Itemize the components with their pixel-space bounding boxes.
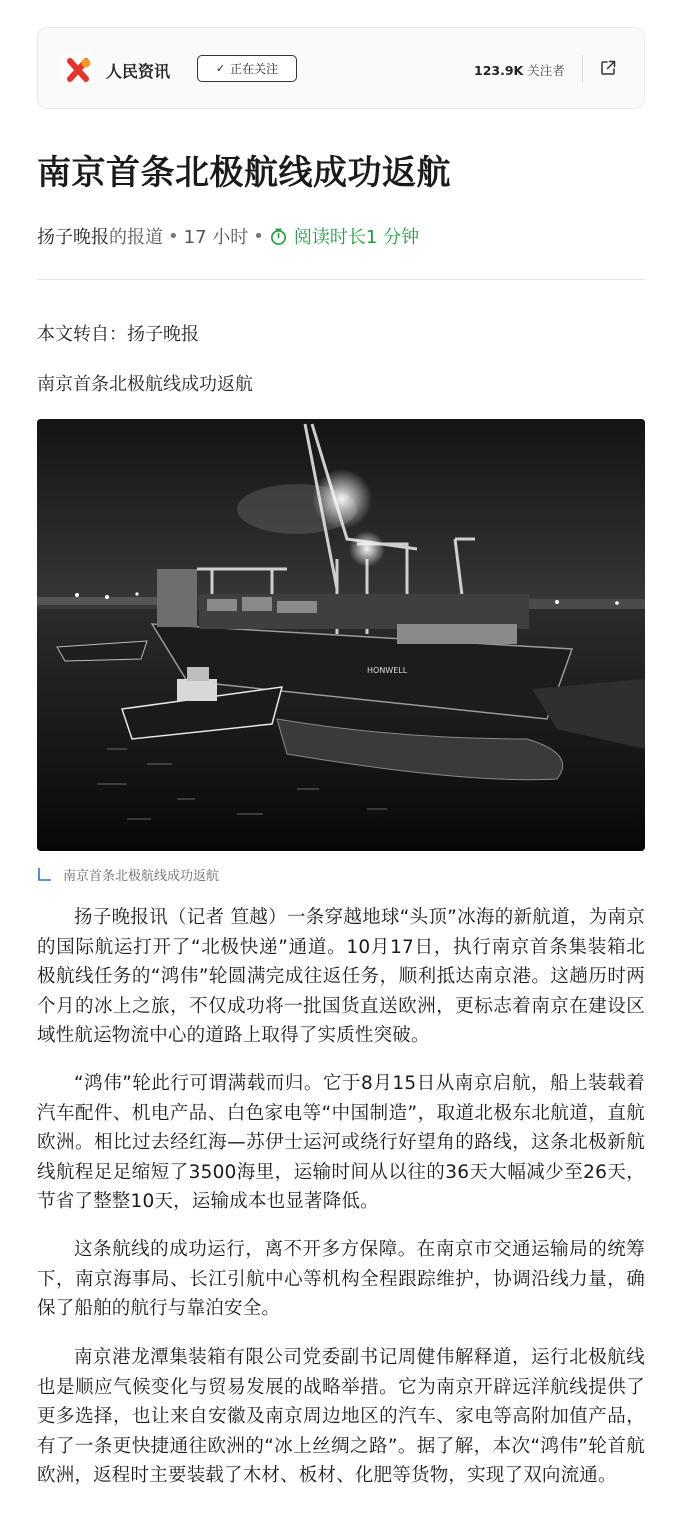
people-news-logo-icon[interactable]	[62, 54, 94, 86]
image-caption	[37, 865, 219, 884]
check-icon: ✓	[215, 62, 226, 75]
followers-number: 123.9K	[474, 63, 524, 78]
article-title: 南京首条北极航线成功返航	[37, 153, 451, 193]
article-byline	[37, 223, 419, 249]
followers-count	[474, 61, 565, 79]
followers-label: 关注者	[527, 63, 565, 78]
article-paragraph: 南京港龙潭集装箱有限公司党委副书记周健伟解释道，运行北极航线也是顺应气候变化与贸易发展的战略举措。它为南京开辟远洋航线提供了更多选择，也让来自安徽及南京周边地区的汽车、家电等高附加值产品，有了一条更快捷通往欧洲的“冰上丝绸之路”。据了解，本次“鸿伟”轮首航欧洲，返程时主要装载了木材、板材、化肥等货物，实现了双向流通。	[37, 1347, 645, 1486]
byline-separator: •	[168, 225, 179, 247]
following-button[interactable]	[197, 55, 297, 82]
byline-source-suffix: 的报道	[109, 227, 163, 248]
publisher-name[interactable]: 人民资讯	[106, 62, 171, 81]
ship-hull-text: HONWELL	[367, 666, 408, 675]
timer-icon	[269, 227, 288, 246]
header-divider	[37, 279, 645, 280]
reading-time	[269, 223, 419, 249]
article-photo[interactable]	[37, 419, 645, 851]
reading-time-label: 阅读时长1 分钟	[293, 227, 420, 248]
article-paragraph: 扬子晚报讯（记者 笪越）一条穿越地球“头顶”冰海的新航道，为南京的国际航运打开了“北极快递”通道。10月17日，执行南京首条集装箱北极航线任务的“鸿伟”轮圆满完成往返任务，顺利抵达南京港。这趟历时两个月的冰上之旅，不仅成功将一批国货直送欧洲，更标志着南京在建设区域性航运物流中心的道路上取得了实质性突破。	[37, 907, 645, 1046]
article-paragraph: 这条航线的成功运行，离不开多方保障。在南京市交通运输局的统筹下，南京海事局、长江引航中心等机构全程跟踪维护，协调沿线力量，确保了船舶的航行与靠泊安全。	[37, 1239, 645, 1319]
caption-corner-icon	[37, 867, 53, 883]
article-subtitle: 南京首条北极航线成功返航	[37, 374, 253, 395]
byline-separator: •	[253, 225, 264, 247]
following-label: 正在关注	[230, 62, 279, 76]
byline-time: 17 小时	[183, 227, 249, 248]
reprint-note: 本文转自：扬子晚报	[37, 324, 199, 345]
caption-text: 南京首条北极航线成功返航	[63, 869, 220, 884]
port-ship-photo	[37, 419, 645, 851]
publisher-card	[37, 27, 645, 109]
share-external-icon[interactable]	[599, 59, 617, 77]
byline-source[interactable]: 扬子晚报	[37, 227, 109, 248]
article-paragraph: “鸿伟”轮此行可谓满载而归。它于8月15日从南京启航，船上装载着汽车配件、机电产品、白色家电等“中国制造”，取道北极东北航道，直航欧洲。相比过去经红海—苏伊士运河或绕行好望角的路线，这条北极新航线航程足足缩短了3500海里，运输时间从以往的36天大幅减少至26天，节省了整整10天，运输成本也显著降低。	[37, 1073, 645, 1212]
card-divider	[582, 55, 583, 83]
